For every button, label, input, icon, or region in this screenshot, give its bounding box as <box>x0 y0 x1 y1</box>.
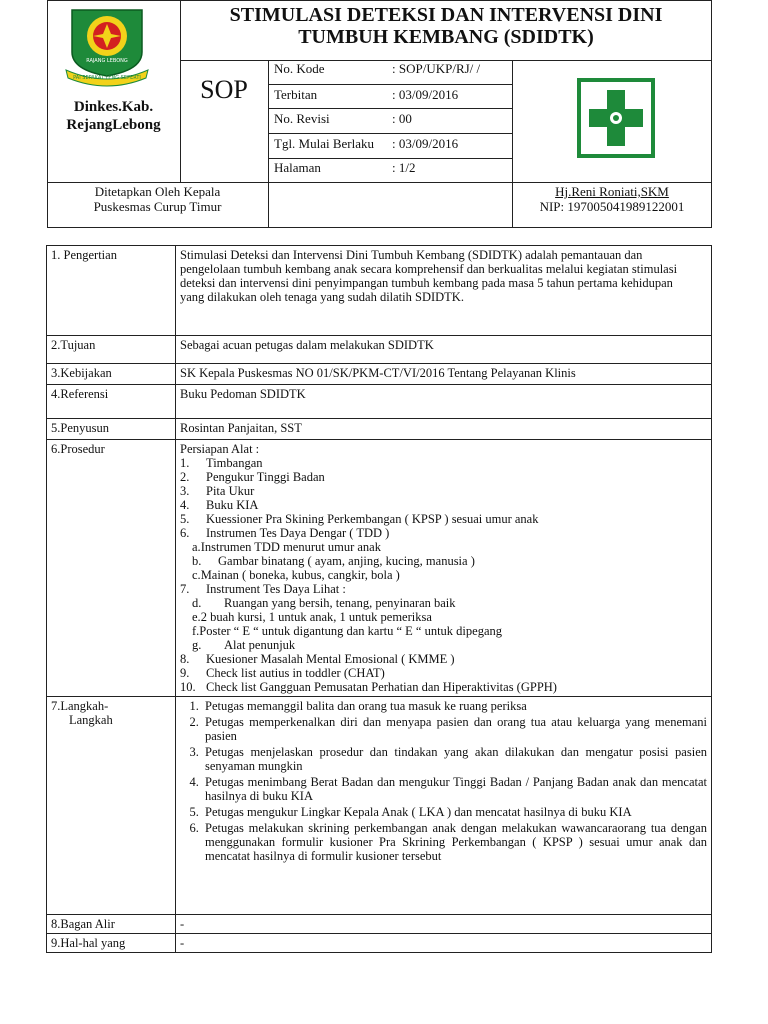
meta-label-revisi: No. Revisi <box>274 111 330 126</box>
prosedur-subitem <box>180 540 707 554</box>
text-kebijakan: SK Kepala Puskesmas NO 01/SK/PKM-CT/VI/2016 Tentang Pelayanan Klinis <box>176 364 712 385</box>
sub-mark: d. <box>192 596 202 610</box>
label-prosedur: 6.Prosedur <box>47 440 176 697</box>
prosedur-item-text: Instrument Tes Daya Lihat : <box>206 582 346 596</box>
signatory-name: Hj.Reni Roniati,SKM <box>555 184 669 199</box>
prosedur-item: 8. Kuesioner Masalah Mental Emosional ( KMME ) <box>180 652 455 666</box>
document-title <box>180 4 712 48</box>
row-hal-hal <box>47 934 712 953</box>
sub-mark: b. <box>192 554 202 568</box>
text-tujuan: Sebagai acuan petugas dalam melakukan SDIDTK <box>176 336 712 364</box>
prosedur-item-text: Instrumen Tes Daya Dengar ( TDD ) <box>206 526 390 540</box>
meta-value-tgl: : 03/09/2016 <box>392 136 459 151</box>
org-line-1: Dinkes.Kab. <box>73 99 154 115</box>
prosedur-item-text: Kuessioner Pra Skining Perkembangan ( KPSP ) sesuai umur anak <box>206 512 539 526</box>
sub-mark: g. <box>192 638 202 652</box>
text-hal-hal: - <box>176 934 712 953</box>
prosedur-item: 6. Instrumen Tes Daya Dengar ( TDD ) <box>180 526 390 540</box>
prosedur-subitem <box>180 610 707 624</box>
label-kebijakan: 3.Kebijakan <box>47 364 176 385</box>
label-referensi: 4.Referensi <box>47 385 176 419</box>
prosedur-item-text: Check list Gangguan Pemusatan Perhatian dan Hiperaktivitas (GPPH) <box>206 680 557 694</box>
text-referensi: Buku Pedoman SDIDTK <box>176 385 712 419</box>
organization-name <box>47 98 180 134</box>
meta-label-terbitan: Terbitan <box>274 87 318 102</box>
label-bagan-alir: 8.Bagan Alir <box>47 915 176 934</box>
row-bagan-alir <box>47 915 712 934</box>
district-logo <box>62 4 152 88</box>
meta-label-halaman: Halaman <box>274 160 321 175</box>
meta-value-kode: : SOP/UKP/RJ/ / <box>392 61 481 76</box>
meta-value-halaman: : 1/2 <box>392 160 416 175</box>
sub-mark: a. <box>192 540 201 554</box>
label-hal-hal: 9.Hal-hal yang <box>47 934 176 953</box>
prosedur-item-text: Pengukur Tinggi Badan <box>206 470 325 484</box>
langkah-item: 4. Petugas menimbang Berat Badan dan mengukur Tinggi Badan / Panjang Badan anak dan mencatat hasilnya di buku KIA <box>202 775 707 803</box>
row-langkah <box>47 697 712 915</box>
text-penyusun: Rosintan Panjaitan, SST <box>176 419 712 440</box>
sub-text: Ruangan yang bersih, tenang, penyinaran baik <box>224 596 456 610</box>
sub-mark: e. <box>192 610 201 624</box>
row-prosedur <box>47 440 712 697</box>
sub-mark: f. <box>192 624 200 638</box>
meta-value-terbitan: : 03/09/2016 <box>392 87 459 102</box>
prosedur-intro: Persiapan Alat : <box>180 442 260 456</box>
prosedur-item: 7. Instrument Tes Daya Lihat : <box>180 582 346 596</box>
prosedur-subitem <box>180 638 707 652</box>
label-penyusun: 5.Penyusun <box>47 419 176 440</box>
meta-label-tgl: Tgl. Mulai Berlaku <box>274 136 375 151</box>
title-line-2: TUMBUH KEMBANG (SDIDTK) <box>298 26 594 48</box>
langkah-item: 2. Petugas memperkenalkan diri dan menyapa pasien dan orang tua atau keluarga yang menemani pasien <box>202 715 707 743</box>
row-tujuan <box>47 336 712 364</box>
prosedur-subitem <box>180 596 707 610</box>
signatory-nip: NIP: 197005041989122001 <box>539 199 685 214</box>
prosedur-content <box>176 440 712 697</box>
prosedur-subitem <box>180 554 707 568</box>
prosedur-item: 10. Check list Gangguan Pemusatan Perhatian dan Hiperaktivitas (GPPH) <box>180 680 557 694</box>
prosedur-item: 1. Timbangan <box>180 456 263 470</box>
langkah-item: 1. Petugas memanggil balita dan orang tua masuk ke ruang periksa <box>202 699 707 713</box>
prosedur-subitem <box>180 624 707 638</box>
prosedur-item-text: Check list autius in toddler (CHAT) <box>206 666 385 680</box>
langkah-content <box>176 697 712 915</box>
established-by <box>47 184 268 214</box>
meta-label-kode: No. Kode <box>274 61 325 76</box>
sub-text: Gambar binatang ( ayam, anjing, kucing, manusia ) <box>218 554 475 568</box>
row-kebijakan <box>47 364 712 385</box>
row-pengertian <box>47 246 712 336</box>
sub-text: Mainan ( boneka, kubus, cangkir, bola ) <box>200 568 400 582</box>
prosedur-item-text: Pita Ukur <box>206 484 255 498</box>
prosedur-item: 9. Check list autius in toddler (CHAT) <box>180 666 385 680</box>
row-referensi <box>47 385 712 419</box>
row-penyusun <box>47 419 712 440</box>
label-langkah-line-1: 7.Langkah- <box>51 699 109 713</box>
title-line-1: STIMULASI DETEKSI DAN INTERVENSI DINI <box>229 4 663 26</box>
sub-text: Instrumen TDD menurut umur anak <box>200 540 381 554</box>
meta-value-revisi: : 00 <box>392 111 412 126</box>
prosedur-item-text: Timbangan <box>206 456 263 470</box>
text-pengertian: Stimulasi Deteksi dan Intervensi Dini Tumbuh Kembang (SDIDTK) adalah pemantauan dan pengelolaan tumbuh kembang anak secara komprehensif dan berkualitas melalui kegiatan stimulasi deteksi dan intervensi dini penyimpangan tumbuh kembang pada masa 5 tahun pertama kehidupan yang dilakukan oleh tenaga yang sudah dilatih SDIDTK. <box>176 246 712 336</box>
prosedur-item: 3. Pita Ukur <box>180 484 255 498</box>
org-line-2: RejangLebong <box>66 117 161 133</box>
text-bagan-alir: - <box>176 915 712 934</box>
prosedur-item-text: Kuesioner Masalah Mental Emosional ( KMME ) <box>206 652 455 666</box>
prosedur-item: 5. Kuessioner Pra Skining Perkembangan ( KPSP ) sesuai umur anak <box>180 512 539 526</box>
prosedur-item-text: Buku KIA <box>206 498 259 512</box>
established-line-1: Ditetapkan Oleh Kepala <box>94 184 221 199</box>
svg-text:RAJANG LEBONG: RAJANG LEBONG <box>86 58 128 64</box>
sop-label: SOP <box>200 75 248 104</box>
label-pengertian: 1. Pengertian <box>47 246 176 336</box>
label-tujuan: 2.Tujuan <box>47 336 176 364</box>
langkah-list <box>180 699 707 863</box>
label-langkah <box>47 697 176 915</box>
sub-text: Poster “ E “ untuk digantung dan kartu “ E “ untuk dipegang <box>199 624 503 638</box>
label-langkah-line-2: Langkah <box>69 713 113 727</box>
prosedur-subitem <box>180 568 707 582</box>
langkah-item: 5. Petugas mengukur Lingkar Kepala Anak ( LKA ) dan mencatat hasilnya di buku KIA <box>202 805 707 819</box>
prosedur-item: 2. Pengukur Tinggi Badan <box>180 470 325 484</box>
langkah-item: 3. Petugas menjelaskan prosedur dan tindakan yang akan dilakukan dan mengatur posisi pasien senyaman mungkin <box>202 745 707 773</box>
sub-text: 2 buah kursi, 1 untuk anak, 1 untuk pemeriksa <box>200 610 432 624</box>
sub-mark: c. <box>192 568 201 582</box>
langkah-item: 6. Petugas melakukan skrining perkembangan anak dengan melakukan wawancaraorang tua dengan menggunakan formulir kusioner Pra Skrining Perkembangan ( KPSP ) sesuai umur anak dan mencatat hasilnya di formulir kusioner tersebut <box>202 821 707 863</box>
established-line-2: Puskesmas Curup Timur <box>93 199 222 214</box>
sop-content-table <box>46 245 712 953</box>
signatory <box>512 184 712 214</box>
svg-text:PAI SEPAKAT LENG SEPERTI: PAI SEPAKAT LENG SEPERTI <box>73 75 141 81</box>
puskesmas-logo <box>577 78 655 158</box>
sub-text: Alat penunjuk <box>224 638 296 652</box>
prosedur-item: 4. Buku KIA <box>180 498 259 512</box>
